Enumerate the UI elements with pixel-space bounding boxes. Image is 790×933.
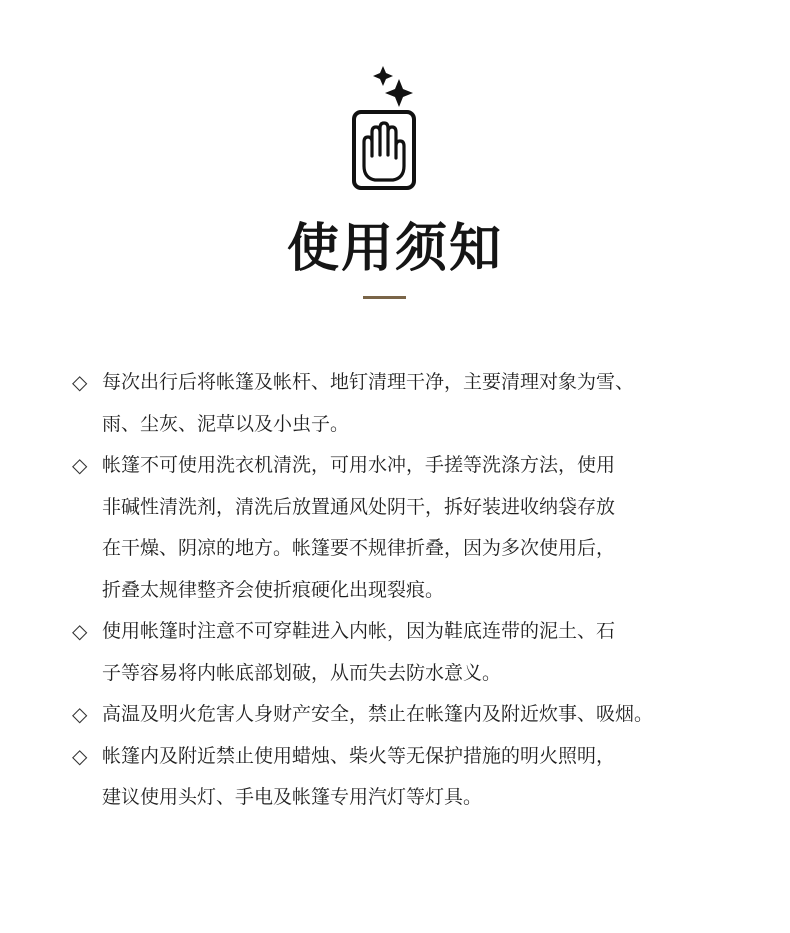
notice-text-line: 每次出行后将帐篷及帐杆、地钉清理干净，主要清理对象为雪、: [102, 371, 635, 393]
notice-text-line: 雨、尘灰、泥草以及小虫子。: [102, 412, 350, 435]
notice-item: [72, 362, 762, 445]
diamond-bullet-icon: ◇: [72, 702, 88, 726]
notice-text-line: 在干燥、阴凉的地方。帐篷要不规律折叠，因为多次使用后，: [102, 537, 616, 559]
notice-text-line: 非碱性清洗剂，清洗后放置通风处阴干，拆好装进收纳袋存放: [102, 495, 616, 518]
notice-item: [72, 445, 762, 611]
notice-item: [72, 736, 762, 819]
notice-text-line: 折叠太规律整齐会使折痕硬化出现裂痕。: [102, 578, 445, 601]
title-divider: [363, 296, 406, 299]
notice-text-line: 帐篷不可使用洗衣机清洗，可用水冲，手搓等洗涤方法，使用: [102, 454, 616, 476]
sparkle-large-icon: [385, 79, 413, 107]
notice-text-line: 子等容易将内帐底部划破，从而失去防水意义。: [102, 661, 502, 684]
notice-list: [72, 362, 762, 819]
notice-item: [72, 694, 762, 736]
hand-icon: [364, 123, 404, 180]
diamond-bullet-icon: ◇: [72, 619, 88, 643]
page-title: 使用须知: [286, 219, 503, 279]
diamond-bullet-icon: ◇: [72, 370, 88, 394]
notice-item: [72, 611, 762, 694]
diamond-bullet-icon: ◇: [72, 743, 88, 768]
notice-text-line: 使用帐篷时注意不可穿鞋进入内帐，因为鞋底连带的泥土、石: [102, 620, 616, 642]
sparkle-small-icon: [373, 66, 393, 86]
notice-text-line: 帐篷内及附近禁止使用蜡烛、柴火等无保护措施的明火照明，: [102, 744, 616, 767]
notice-text-line: 建议使用头灯、手电及帐篷专用汽灯等灯具。: [102, 786, 483, 808]
diamond-bullet-icon: ◇: [72, 453, 88, 477]
notice-text-line: 高温及明火危害人身财产安全，禁止在帐篷内及附近炊事、吸烟。: [102, 703, 654, 725]
cleaning-hand-icon: [346, 62, 422, 194]
